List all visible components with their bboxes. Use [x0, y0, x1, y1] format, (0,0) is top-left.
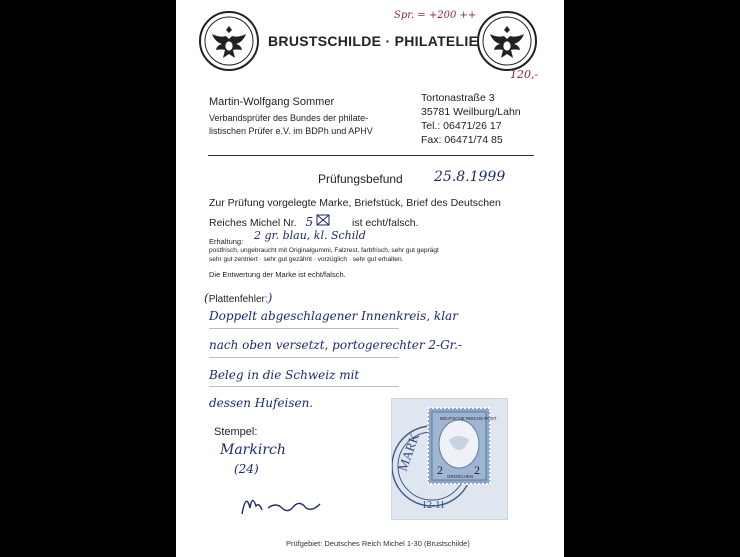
eagle-seal-left	[198, 10, 260, 72]
condition-line1: postfrisch, ungebraucht mit Originalgummi, Falzrest, farbfrisch, sehr gut geprägt	[209, 247, 439, 254]
document-title: Prüfungsbefund	[318, 172, 403, 186]
eagle-seal-right	[476, 10, 538, 72]
address-tel: Tel.: 06471/26 17	[421, 120, 502, 132]
sender-line2: listischen Prüfer e.V. im BDPh und APHV	[209, 126, 373, 136]
michel-prefix: Reiches Michel Nr.	[209, 217, 297, 229]
top-note: Spr. = +200 ++	[394, 10, 477, 21]
michel-number: 5	[305, 215, 314, 229]
stamp-image	[392, 398, 506, 518]
rule-3	[209, 386, 399, 387]
entwertung-line: Die Entwertung der Marke ist echt/falsch.	[209, 270, 346, 279]
rule-2	[209, 357, 399, 358]
stamp-value-left: 2	[437, 463, 443, 477]
body-line1: Zur Prüfung vorgelegte Marke, Briefstück, Brief des Deutschen	[209, 197, 501, 209]
plattenfehler-line-2: nach oben versetzt, portogerechter 2-Gr.-	[209, 338, 462, 352]
divider-line	[208, 155, 534, 156]
cancel-date: 12-11	[422, 500, 445, 511]
stamp-bottom-text: GROSCHEN	[447, 474, 474, 479]
plattenfehler-line-1: Doppelt abgeschlagener Innenkreis, klar	[209, 309, 458, 323]
certificate-date: 25.8.1999	[434, 169, 506, 185]
rule-1	[209, 328, 399, 329]
authenticity-text: ist echt/falsch.	[352, 217, 419, 229]
address-city: 35781 Weilburg/Lahn	[421, 106, 521, 118]
plattenfehler-line-3: Beleg in die Schweiz mit	[209, 368, 360, 382]
price-note: 120,-	[510, 68, 539, 81]
cancel-text: MARK	[394, 431, 423, 474]
certificate-sheet	[176, 0, 564, 557]
stamp-value-right: 2	[474, 463, 480, 477]
stamp-top-text: DEUTSCHE REICHS POST	[440, 416, 497, 421]
signature	[238, 484, 328, 524]
plattenfehler-label: (Plattenfehler:)	[204, 291, 273, 305]
address-fax: Fax: 06471/74 85	[421, 134, 503, 146]
erhaltung-hand: 2 gr. blau, kl. Schild	[254, 229, 366, 242]
plattenfehler-line-4: dessen Hufeisen.	[209, 396, 314, 410]
sender-line1: Verbandsprüfer des Bundes der philate-	[209, 113, 369, 123]
body-line2	[209, 215, 419, 229]
stempel-number: (24)	[234, 462, 259, 476]
condition-line2: sehr gut zentriert · sehr gut gezähnt · vorzüglich · sehr gut erhalten.	[209, 256, 404, 263]
sender-name: Martin-Wolfgang Sommer	[209, 96, 335, 108]
stempel-place: Markirch	[220, 442, 286, 458]
erhaltung-label: Erhaltung:	[209, 237, 244, 246]
brand-title: BRUSTSCHILDE · PHILATELIE	[268, 33, 479, 49]
stempel-label: Stempel:	[214, 426, 258, 438]
address-street: Tortonastraße 3	[421, 92, 495, 104]
checkbox-mark	[316, 214, 330, 226]
footer-text: Prüfgebiet: Deutsches Reich Michel 1-30 (Brustschilde)	[286, 539, 470, 548]
